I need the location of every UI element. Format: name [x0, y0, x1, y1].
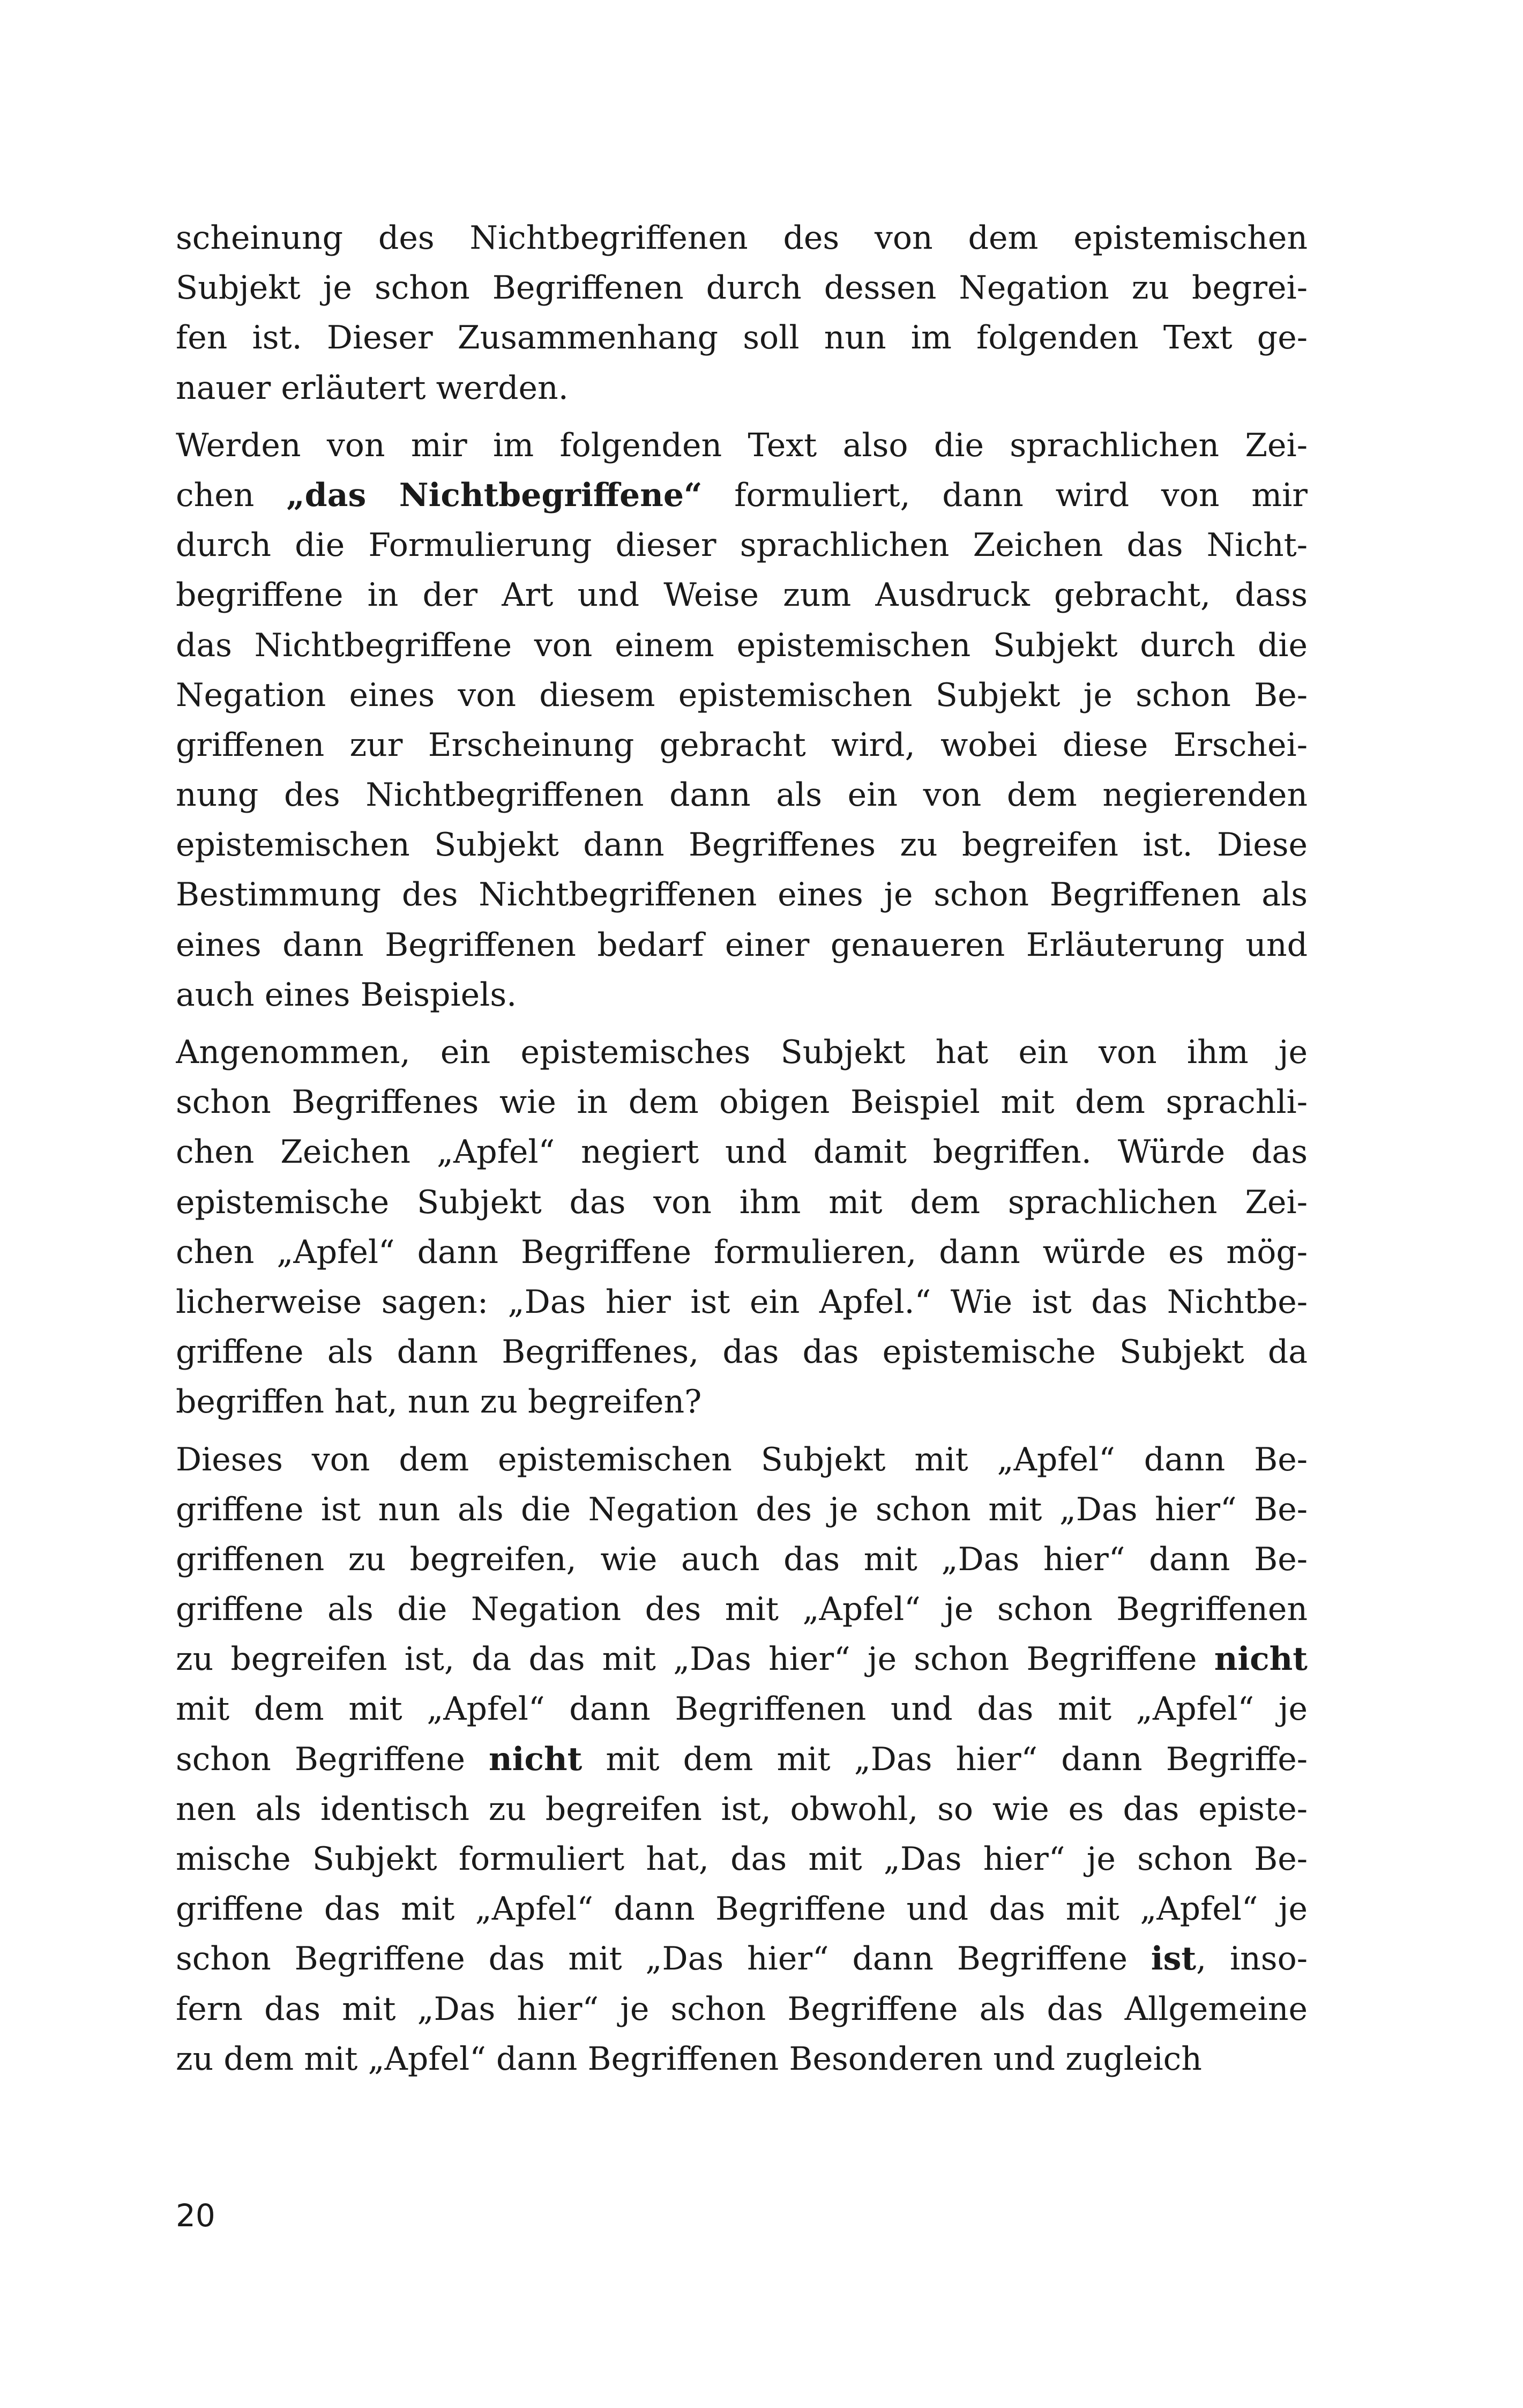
text-run: griffene ist nun als die Negation des je schon mit „Das hier“ Be-: [176, 1490, 1308, 1528]
paragraph: [176, 1028, 1308, 1428]
text-line: [176, 1327, 1308, 1377]
text-run: zu begreifen ist, da das mit „Das hier“ je schon Begriffene: [176, 1640, 1214, 1678]
text-line: [176, 570, 1308, 620]
text-run: Dieses von dem epistemischen Subjekt mit „Apfel“ dann Be-: [176, 1440, 1308, 1478]
text-run: griffenen zu begreifen, wie auch das mit „Das hier“ dann Be-: [176, 1540, 1308, 1578]
text-line: [176, 1585, 1308, 1634]
text-run: auch eines Beispiels.: [176, 976, 517, 1014]
text-run: griffenen zur Erscheinung gebracht wird, wobei diese Erschei-: [176, 726, 1308, 764]
text-line: [176, 363, 1308, 413]
text-run: das Nichtbegriffene von einem epistemischen Subjekt durch die: [176, 626, 1308, 664]
text-run: eines dann Begriffenen bedarf einer genaueren Erläuterung und: [176, 926, 1308, 964]
text-line: [176, 870, 1308, 920]
text-run: , inso-: [1196, 1940, 1308, 1978]
text-line: [176, 521, 1308, 570]
text-line: [176, 621, 1308, 671]
text-line: [176, 421, 1308, 471]
text-line: [176, 1785, 1308, 1834]
paragraph-gap: [176, 1428, 1308, 1435]
text-line: [176, 213, 1308, 263]
text-line: [176, 970, 1308, 1020]
text-run: schon Begriffenes wie in dem obigen Beispiel mit dem sprachli-: [176, 1083, 1308, 1121]
text-line: [176, 1228, 1308, 1277]
text-run: nen als identisch zu begreifen ist, obwohl, so wie es das episte-: [176, 1790, 1308, 1828]
text-run: durch die Formulierung dieser sprachlichen Zeichen das Nicht-: [176, 526, 1308, 564]
text-line: [176, 1884, 1308, 1934]
text-run: Werden von mir im folgenden Text also die sprachlichen Zei-: [176, 426, 1308, 464]
paragraph-gap: [176, 1020, 1308, 1028]
text-line: [176, 1377, 1308, 1427]
text-run: Subjekt je schon Begriffenen durch dessen Negation zu begrei-: [176, 269, 1308, 307]
paragraph-gap: [176, 413, 1308, 421]
text-line: [176, 471, 1308, 521]
text-run: schon Begriffene: [176, 1740, 489, 1778]
text-line: [176, 1834, 1308, 1884]
text-line: [176, 920, 1308, 970]
text-run: fern das mit „Das hier“ je schon Begriffene als das Allgemeine: [176, 1990, 1308, 2028]
text-run: mische Subjekt formuliert hat, das mit „Das hier“ je schon Be-: [176, 1840, 1308, 1878]
text-run: chen „Apfel“ dann Begriffene formulieren, dann würde es mög-: [176, 1233, 1308, 1271]
text-run: licherweise sagen: „Das hier ist ein Apfel.“ Wie ist das Nichtbe-: [176, 1283, 1308, 1321]
text-run: mit dem mit „Das hier“ dann Begriffe-: [582, 1740, 1308, 1778]
text-line: [176, 1934, 1308, 1984]
text-line: [176, 671, 1308, 720]
body-text: [176, 213, 1308, 2084]
text-run: epistemischen Subjekt dann Begriffenes zu begreifen ist. Diese: [176, 826, 1308, 864]
text-run: Bestimmung des Nichtbegriffenen eines je schon Begriffenen als: [176, 876, 1308, 914]
text-run: scheinung des Nichtbegriffenen des von dem epistemischen: [176, 219, 1308, 257]
text-run: fen ist. Dieser Zusammenhang soll nun im folgenden Text ge-: [176, 319, 1308, 357]
page-number: 20: [176, 2197, 215, 2234]
text-line: [176, 263, 1308, 313]
text-line: [176, 1028, 1308, 1077]
text-run: mit dem mit „Apfel“ dann Begriffenen und das mit „Apfel“ je: [176, 1690, 1308, 1728]
text-run: schon Begriffene das mit „Das hier“ dann Begriffene: [176, 1940, 1151, 1978]
text-line: [176, 1077, 1308, 1127]
text-run: nauer erläutert werden.: [176, 369, 569, 407]
text-run: griffene als dann Begriffenes, das das epistemische Subjekt da: [176, 1333, 1308, 1371]
paragraph: [176, 1435, 1308, 2084]
text-line: [176, 1127, 1308, 1177]
text-run: chen: [176, 476, 287, 514]
bold-text: nicht: [489, 1740, 583, 1778]
text-run: Negation eines von diesem epistemischen Subjekt je schon Be-: [176, 676, 1308, 714]
bold-text: „das Nichtbegriffene“: [286, 476, 703, 514]
text-line: [176, 1178, 1308, 1228]
text-run: griffene als die Negation des mit „Apfel“ je schon Begriffenen: [176, 1591, 1308, 1629]
paragraph: [176, 421, 1308, 1020]
text-run: formuliert, dann wird von mir: [702, 476, 1308, 514]
text-line: [176, 1535, 1308, 1585]
text-line: [176, 1435, 1308, 1485]
text-line: [176, 1684, 1308, 1734]
text-line: [176, 1735, 1308, 1785]
text-line: [176, 820, 1308, 870]
bold-text: nicht: [1214, 1640, 1308, 1678]
text-run: begriffene in der Art und Weise zum Ausdruck gebracht, dass: [176, 576, 1308, 614]
text-line: [176, 2034, 1308, 2084]
text-run: Angenommen, ein epistemisches Subjekt hat ein von ihm je: [176, 1034, 1308, 1071]
text-line: [176, 1277, 1308, 1327]
text-line: [176, 1485, 1308, 1535]
text-run: nung des Nichtbegriffenen dann als ein von dem negierenden: [176, 776, 1308, 814]
text-line: [176, 313, 1308, 363]
text-run: begriffen hat, nun zu begreifen?: [176, 1383, 702, 1421]
text-run: griffene das mit „Apfel“ dann Begriffene und das mit „Apfel“ je: [176, 1890, 1308, 1928]
text-run: zu dem mit „Apfel“ dann Begriffenen Besonderen und zugleich: [176, 2040, 1202, 2078]
text-run: chen Zeichen „Apfel“ negiert und damit begriffen. Würde das: [176, 1133, 1308, 1171]
text-line: [176, 770, 1308, 820]
text-run: epistemische Subjekt das von ihm mit dem sprachlichen Zei-: [176, 1183, 1308, 1221]
text-line: [176, 1634, 1308, 1684]
text-line: [176, 1985, 1308, 2034]
text-line: [176, 720, 1308, 770]
paragraph: [176, 213, 1308, 413]
bold-text: ist: [1151, 1940, 1197, 1978]
